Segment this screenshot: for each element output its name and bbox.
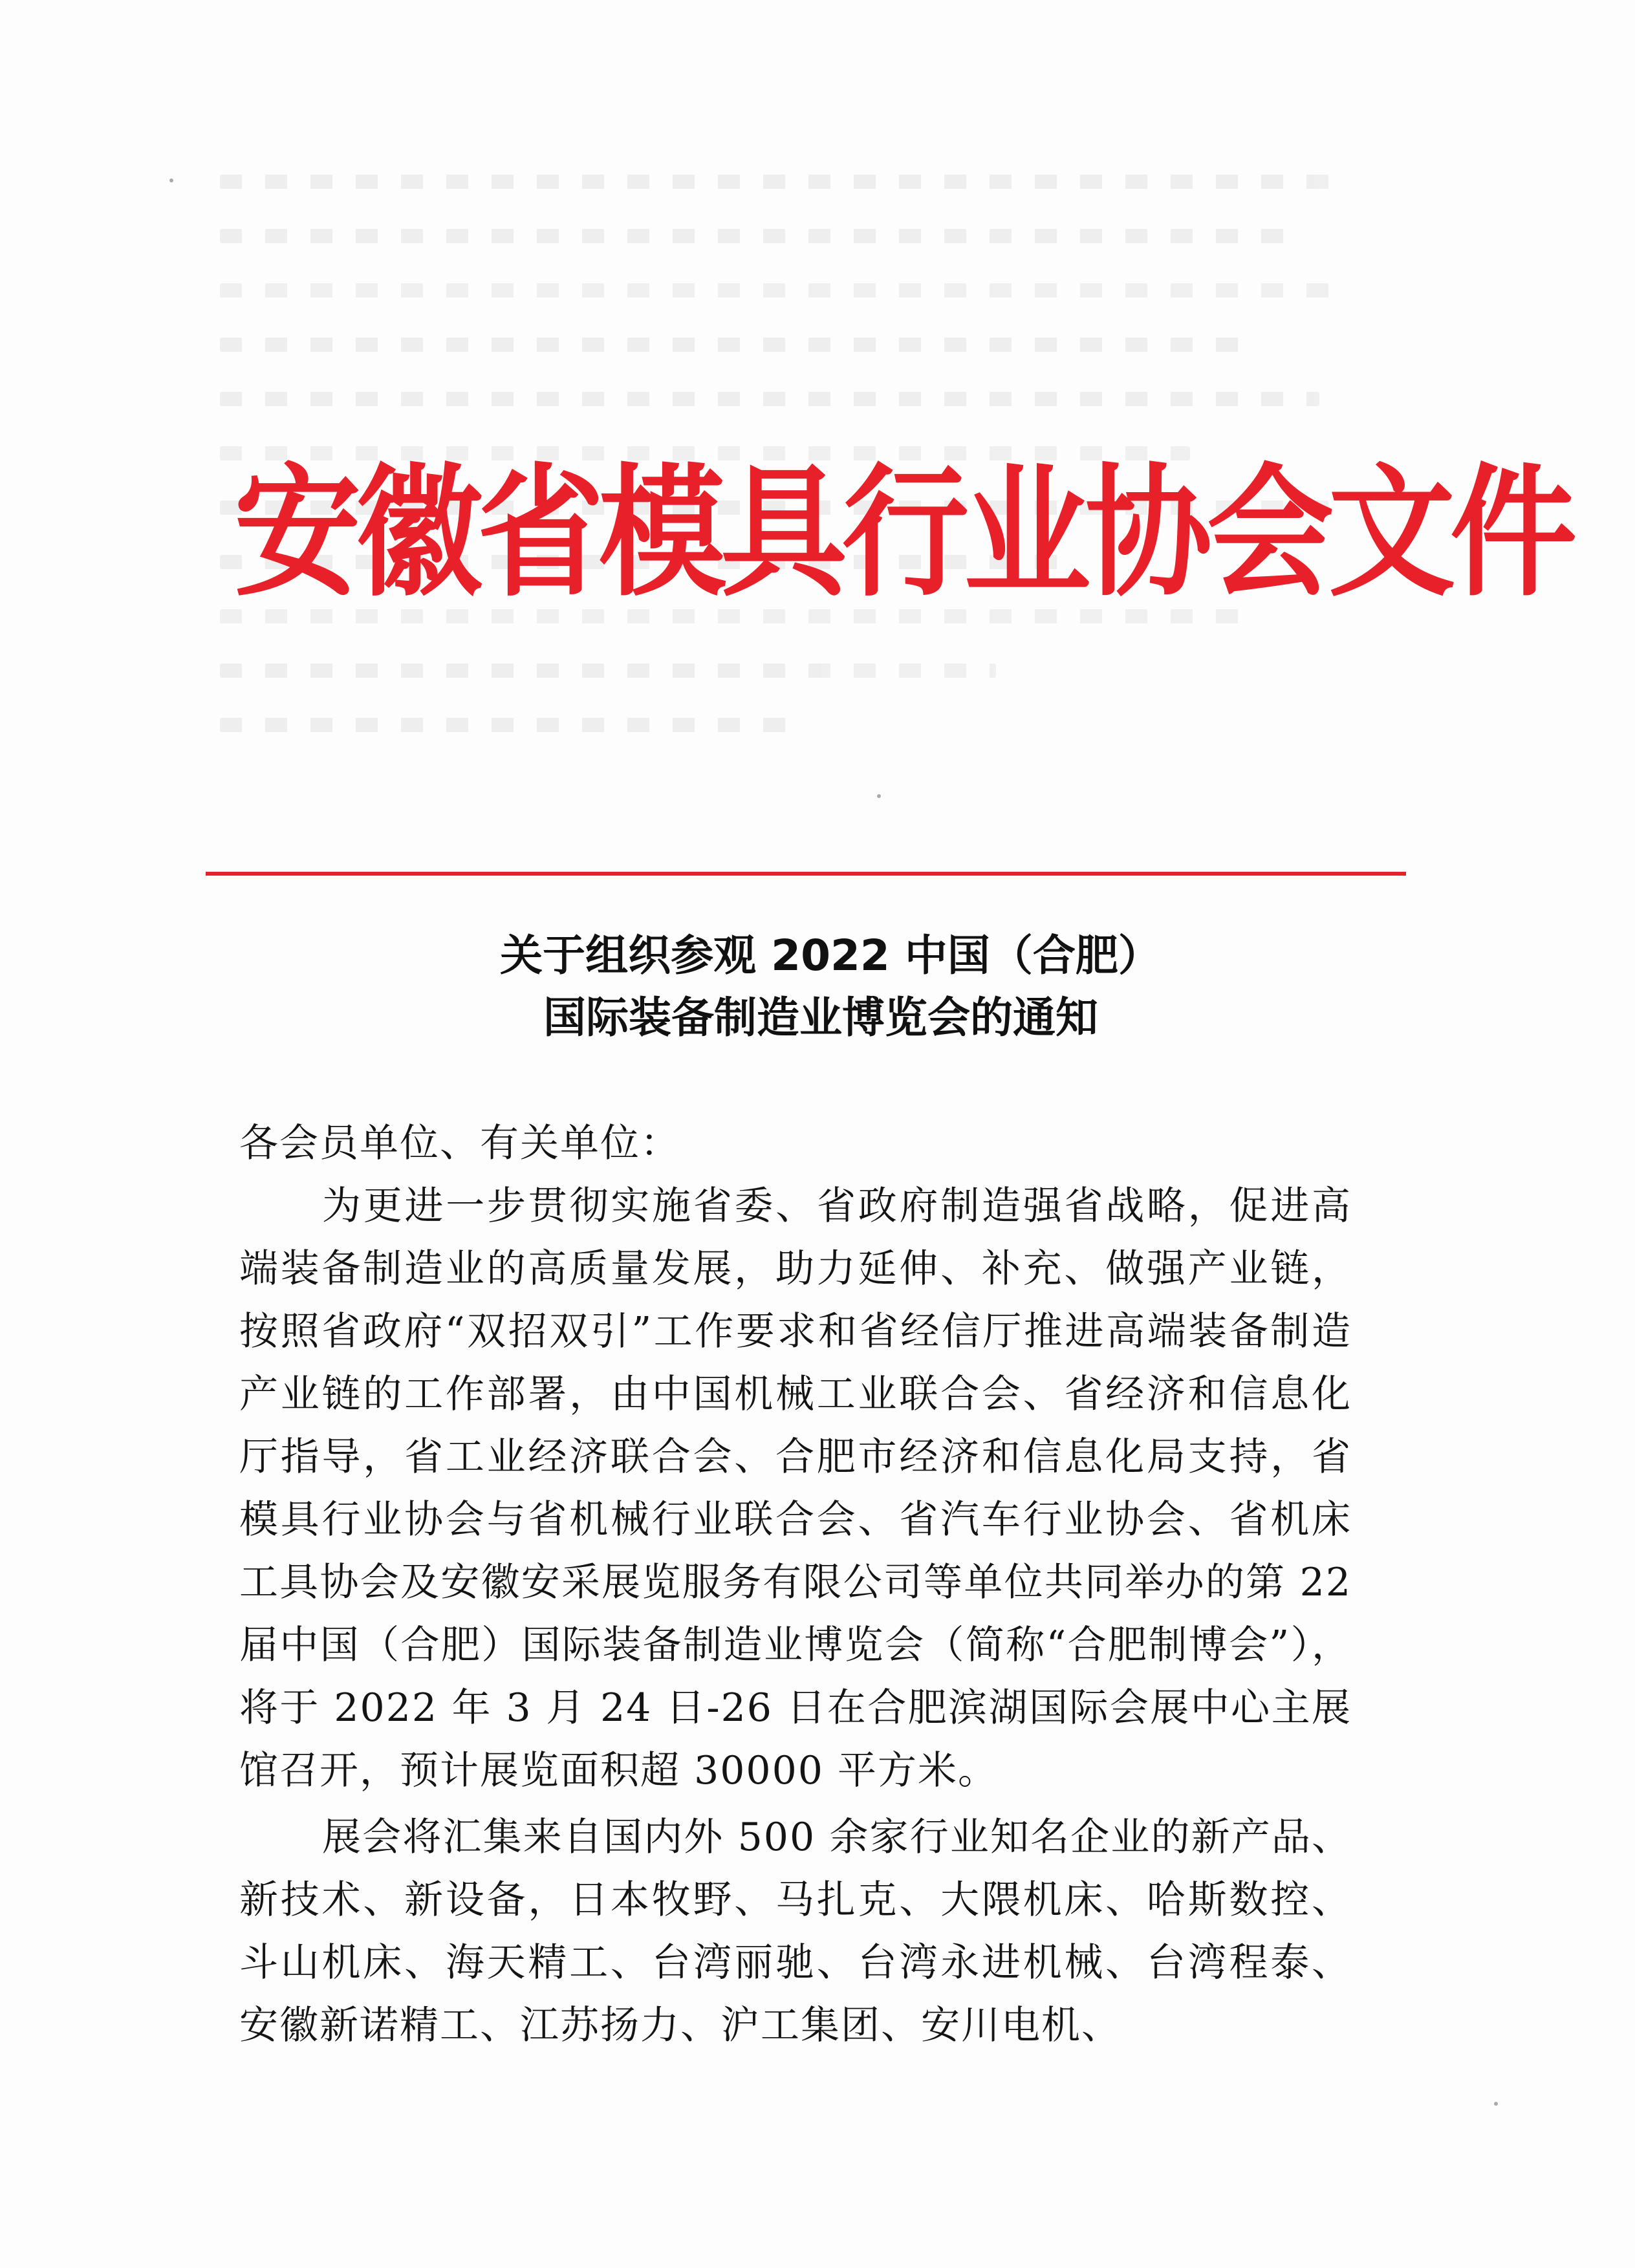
paragraph-2: 展会将汇集来自国内外 500 余家行业知名企业的新产品、新技术、新设备，日本牧野、马扎克、大隈机床、哈斯数控、斗山机床、海天精工、台湾丽驰、台湾永进机械、台湾程泰、安徽新诺精工、江苏扬力、沪工集团、安川电机、	[239, 1815, 1352, 2048]
scan-speck	[1494, 2102, 1498, 2106]
notice-title	[0, 925, 1635, 1049]
bleed-line	[220, 229, 1287, 243]
scan-speck	[877, 794, 881, 798]
scan-speck	[169, 178, 173, 182]
bleed-line	[220, 175, 1352, 189]
issuer-masthead: 安徽省模具行业协会文件	[234, 451, 1572, 616]
bleed-line	[220, 392, 1319, 406]
paragraph-1: 为更进一步贯彻实施省委、省政府制造强省战略，促进高端装备制造业的高质量发展，助力延伸、补充、做强产业链，按照省政府“双招双引”工作要求和省经信厅推进高端装备制造产业链的工作部署，由中国机械工业联合会、省经济和信息化厅指导，省工业经济联合会、合肥市经济和信息化局支持，省模具行业协会与省机械行业联合会、省汽车行业协会、省机床工具协会及安徽安采展览服务有限公司等单位共同举办的第 22 届中国（合肥）国际装备制造业博览会（简称“合肥制博会”），将于 2022 年 3 月 24 日-26 日在合肥滨湖国际会展中心主展馆召开，预计展览面积超 30000 平方米。	[239, 1183, 1352, 1793]
red-separator-rule	[206, 872, 1406, 876]
notice-title-line-1: 关于组织参观 2022 中国（合肥）	[500, 931, 1161, 980]
salutation: 各会员单位、有关单位：	[239, 1121, 680, 1166]
bleed-line	[220, 718, 802, 732]
notice-title-line-2: 国际装备制造业博览会的通知	[543, 993, 1098, 1042]
bleed-line	[220, 664, 996, 678]
bleed-line	[220, 283, 1332, 297]
notice-body	[239, 1112, 1352, 2057]
bleed-line	[220, 338, 1255, 352]
